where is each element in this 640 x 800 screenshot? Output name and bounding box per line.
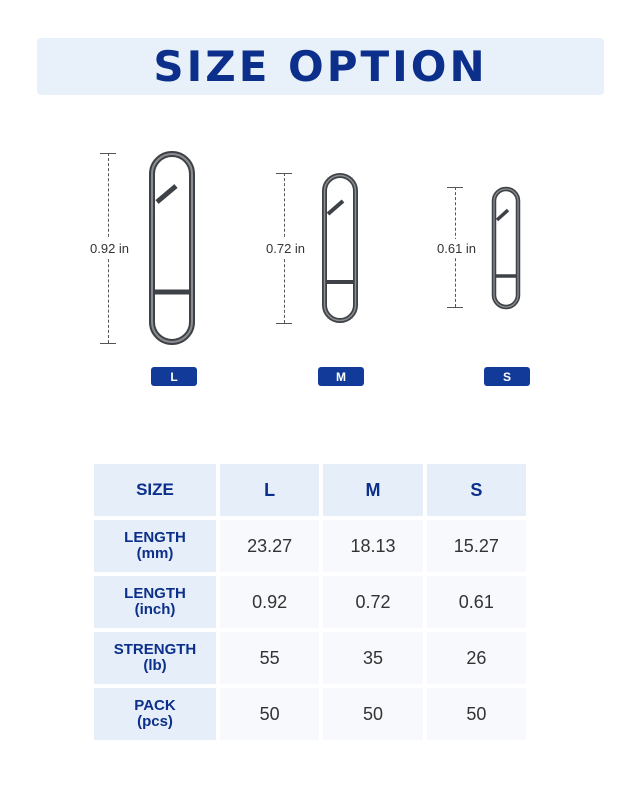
table-cell: 50 <box>220 688 319 740</box>
table-cell: 55 <box>220 632 319 684</box>
dimension-cap-bottom <box>100 343 116 344</box>
size-badge-l: L <box>151 367 197 386</box>
dimension-cap-bottom <box>447 307 463 308</box>
dimension-label: 0.61 in <box>437 241 477 256</box>
row-label-main: PACK <box>134 697 176 714</box>
table-row <box>94 632 526 684</box>
table-cell: 0.72 <box>323 576 422 628</box>
table-cell: 0.92 <box>220 576 319 628</box>
row-label-unit: (pcs) <box>137 713 173 730</box>
table-row <box>94 576 526 628</box>
table-header-cell: S <box>427 464 526 516</box>
table-cell: 50 <box>427 688 526 740</box>
title-banner <box>37 38 604 95</box>
row-label-main: STRENGTH <box>113 641 197 658</box>
snap-clip-large-icon <box>148 150 196 346</box>
row-label-main: LENGTH <box>124 585 186 602</box>
row-label-unit: (inch) <box>134 601 176 618</box>
page-title: SIZE OPTION <box>153 42 488 91</box>
snap-clip-medium-icon <box>321 172 359 324</box>
table-cell: 23.27 <box>220 520 319 572</box>
size-badge-s: S <box>484 367 530 386</box>
row-label <box>94 520 216 572</box>
row-label-main: LENGTH <box>124 529 186 546</box>
row-label-unit: (mm) <box>136 545 174 562</box>
row-label-unit: (lb) <box>143 657 167 674</box>
table-header-cell: SIZE <box>94 464 216 516</box>
table-header-row <box>94 464 526 516</box>
dimension-label: 0.92 in <box>90 241 130 256</box>
table-header-cell: L <box>220 464 319 516</box>
table-cell: 26 <box>427 632 526 684</box>
snap-clip-small-icon <box>491 186 521 310</box>
table-cell: 18.13 <box>323 520 422 572</box>
table-cell: 35 <box>323 632 422 684</box>
row-label <box>94 632 216 684</box>
dimension-label: 0.72 in <box>266 241 306 256</box>
size-badge-m: M <box>318 367 364 386</box>
row-label <box>94 688 216 740</box>
table-cell: 50 <box>323 688 422 740</box>
dimension-cap-bottom <box>276 323 292 324</box>
table-row <box>94 688 526 740</box>
table-header-cell: M <box>323 464 422 516</box>
size-table <box>90 460 530 744</box>
table-cell: 0.61 <box>427 576 526 628</box>
table-cell: 15.27 <box>427 520 526 572</box>
row-label <box>94 576 216 628</box>
table-row <box>94 520 526 572</box>
